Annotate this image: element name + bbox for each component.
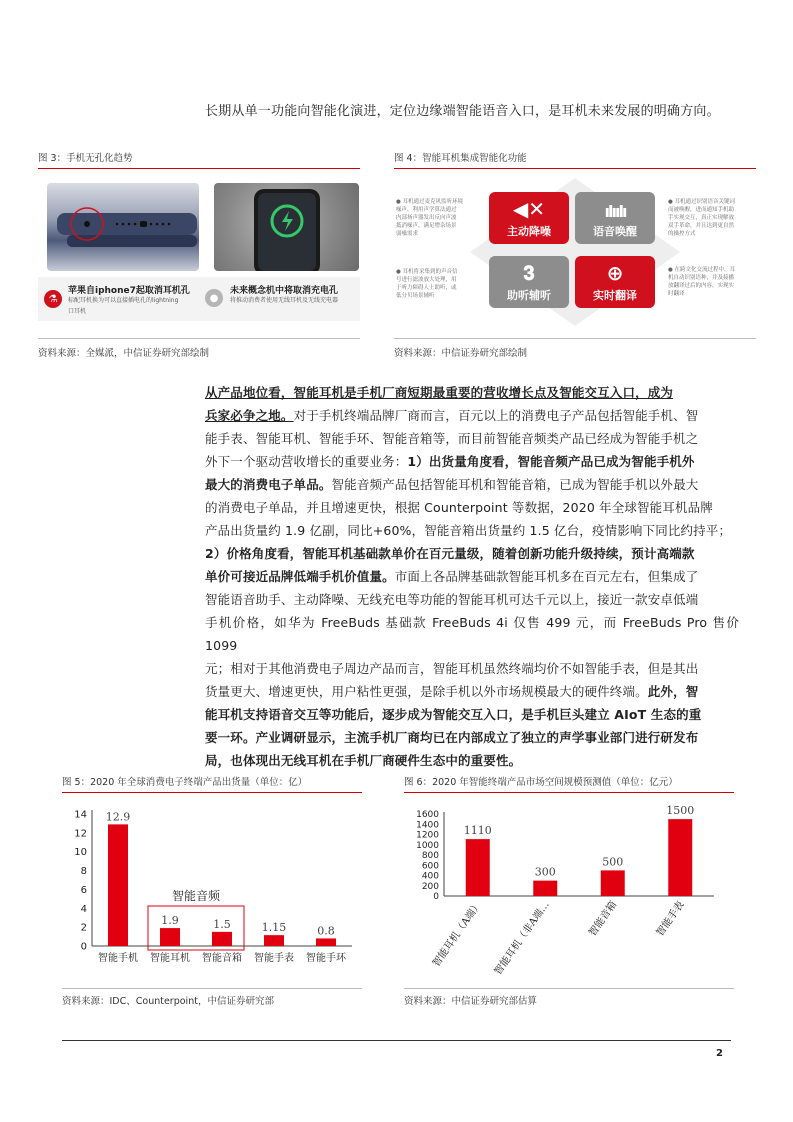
note-line: ● 耳机通过识别语音关键词 (668, 199, 736, 205)
para-line: 的消费电子单品，并且增速更快，根据 Counterpoint 等数据，2020 年全球智能耳机品牌 (205, 500, 713, 515)
fig3-bottom-rule (38, 338, 360, 339)
body-paragraph (205, 381, 739, 772)
note-line: 低分贝场景辅听 (396, 293, 435, 299)
mute-speaker-icon: ◀✕ (512, 197, 546, 221)
data-label: 300 (534, 865, 556, 879)
fig3-left-caption-body: 标配耳机换为可以直接插电孔的lightning (68, 297, 179, 304)
para-bold: 最大的消费电子单品。 (205, 477, 332, 492)
fig5-bar-chart (62, 796, 362, 980)
page-number: 2 (716, 1048, 723, 1059)
y-tick-label: 600 (421, 861, 439, 872)
note-translate (668, 266, 750, 298)
footer-rule (62, 1040, 731, 1041)
para-text: 智能音频产品包括智能耳机和智能音箱，已成为智能手机以外最大 (331, 477, 699, 492)
para-line (205, 680, 739, 703)
fig3-top-rule (38, 168, 360, 169)
para-line (205, 565, 739, 588)
data-label: 500 (602, 855, 624, 869)
note-line: 抵消噪声，满足增杂场景 (396, 223, 457, 229)
fig4-top-rule (394, 168, 756, 169)
tile-voice-wakeup (575, 192, 655, 244)
para-text: 市面上各品牌基础款智能耳机多在百元左右，但集成了 (394, 569, 699, 584)
ear-icon: 𝟑 (523, 261, 535, 285)
note-line: ● 耳机将采集到的声音信 (396, 269, 458, 275)
y-tick-label: 1400 (416, 820, 439, 831)
note-line: 手实现交互，真正实现解放 (668, 215, 735, 221)
bar-2 (160, 928, 180, 946)
para-line: 产品出货量约 1.9 亿副，同比+60%，智能音箱出货量约 1.5 亿台，疫情影响下同比约持平； (205, 523, 732, 538)
note-line: 号进行滤波放大处理，用 (396, 277, 457, 283)
fig4-bottom-rule (394, 338, 756, 339)
fig3-left-caption-head: 苹果自iphone7起取消耳机孔 (68, 286, 190, 296)
para-bold: 兵家必争之地。 (205, 408, 294, 423)
fig5-title: 图 5：2020 年全球消费电子终端产品出货量（单位：亿） (62, 777, 308, 788)
x-tick-label: 智能手表 (254, 953, 294, 964)
y-tick-label: 12 (74, 828, 87, 840)
tile-label-translate: 实时翻译 (593, 289, 637, 302)
tile-active-noise-cancelling (489, 192, 569, 244)
note-line: 时翻译 (668, 291, 685, 297)
note-wakeup (668, 198, 750, 238)
data-label: 1.15 (261, 921, 287, 935)
y-tick-label: 1000 (416, 840, 439, 851)
x-tick-label: 智能音箱 (202, 953, 242, 964)
x-tick-label: 智能耳机（A端） (430, 899, 485, 969)
para-line (205, 381, 739, 404)
y-tick-label: 0 (433, 892, 439, 902)
bar-5 (316, 938, 336, 946)
fig4-title: 图 4：智能耳机集成智能化功能 (394, 153, 527, 164)
bar-3 (212, 932, 232, 946)
wireless-charger-photo (214, 183, 359, 271)
tile-realtime-translation (575, 256, 655, 308)
para-line: 局，也体现出无线耳机在手机厂商硬件生态中的重要性。 (205, 753, 522, 768)
para-line: 智能语音助手、主动降噪、无线充电等功能的智能耳机可达千元以上，接近一款安卓低端 (205, 592, 699, 607)
data-label: 1110 (463, 824, 492, 838)
y-tick-label: 1600 (416, 810, 439, 820)
soundwave-icon: ılıılı (604, 202, 626, 221)
fig5-bottom-rule (62, 988, 362, 989)
bar-1 (466, 839, 490, 896)
bar-3 (601, 870, 625, 896)
para-line: 2）价格角度看，智能耳机基础款单价在百元量级，随着创新功能升级持续，预计高端款 (205, 546, 695, 561)
fig6-top-rule (404, 792, 734, 793)
para-text: 外下一个驱动营收增长的重要业务： (205, 454, 408, 469)
note-anc (396, 198, 478, 238)
note-line: 噪声，利用声学算法通过 (396, 207, 457, 213)
bar-4 (668, 819, 692, 896)
note-line: 弱噪需求 (396, 231, 419, 237)
para-line (205, 404, 739, 427)
y-tick-label: 1200 (416, 830, 439, 841)
para-line (205, 473, 739, 496)
para-line: 能耳机支持语音交互等功能后，逐步成为智能交互入口，是手机巨头建立 AIoT 生态的重 (205, 707, 702, 722)
y-tick-label: 14 (74, 809, 87, 821)
para-line: 手机价格，如华为 FreeBuds 基础款 FreeBuds 4i 仅售 499 元，而 FreeBuds Pro 售价 1099 (205, 615, 739, 653)
tile-label-wakeup: 语音唤醒 (593, 225, 637, 238)
fig6-bar-chart (404, 796, 734, 984)
x-tick-label: 智能耳机 (150, 953, 190, 964)
note-line: 双手革命，并且达到更自然 (668, 223, 735, 229)
flask-icon: ⚗ (44, 290, 62, 308)
earphone-jack-photo (47, 183, 199, 271)
intro-text: 长期从单一功能向智能化演进，定位边缘端智能语音入口，是耳机未来发展的明确方向。 (205, 104, 720, 119)
fig6-bottom-rule (404, 988, 734, 989)
note-hearing (396, 268, 478, 300)
para-bold: 单价可接近品牌低端手机价值量。 (205, 569, 395, 584)
fig3-right-caption-body: 将推动消费者使用无线耳机及无线充电器 (230, 297, 339, 304)
para-bold: 从产品地位看，智能耳机是手机厂商短期最重要的营收增长点及智能交互入口，成为 (205, 385, 674, 400)
data-label: 1500 (666, 804, 695, 818)
fig5-source: 资料来源：IDC、Counterpoint，中信证券研究部 (62, 996, 274, 1007)
y-tick-label: 8 (80, 866, 87, 878)
para-line: 要一环。产业调研显示，主流手机厂商均已在内部成立了独立的声学事业部门进行研发布 (205, 730, 699, 745)
data-label: 1.9 (161, 914, 179, 928)
fig6-source: 资料来源：中信证券研究部估算 (404, 996, 538, 1007)
bar-1 (108, 824, 128, 946)
y-tick-label: 800 (421, 851, 439, 861)
note-line: 机自动识别语种，并及接播 (668, 275, 735, 281)
y-tick-label: 10 (74, 847, 87, 859)
tile-label-anc: 主动降噪 (507, 225, 551, 238)
data-label: 0.8 (317, 924, 335, 938)
fig3-title: 图 3：手机无孔化趋势 (38, 153, 133, 164)
fig4-source: 资料来源：中信证券研究部绘制 (394, 348, 528, 359)
note-line: 于听力障碍人士助听，或 (396, 285, 457, 291)
tile-hearing-aid (489, 256, 569, 308)
para-bold: 此外，智 (647, 684, 699, 699)
y-tick-label: 2 (80, 922, 87, 934)
fig6-title: 图 6：2020 年智能终端产品市场空间规模预测值（单位：亿元） (404, 777, 678, 788)
tile-label-hearing: 助听辅听 (507, 289, 551, 302)
fig3-right-caption-head: 未来概念机中将取消充电孔 (230, 286, 339, 296)
x-tick-label: 智能手表 (654, 899, 687, 939)
note-line: 的操控方式 (668, 231, 696, 237)
para-line: 能手表、智能耳机、智能手环、智能音箱等，而目前智能音频类产品已经成为智能手机之 (205, 431, 699, 446)
x-tick-label: 智能音箱 (587, 899, 620, 939)
y-tick-label: 400 (421, 871, 439, 882)
fig3-left-caption-body-2: 口耳机 (68, 308, 87, 315)
bar-4 (264, 935, 284, 946)
note-line: 而被唤醒，进而通知手机助 (668, 207, 735, 213)
data-label: 12.9 (105, 810, 131, 824)
data-label: 1.5 (213, 917, 231, 931)
bar-2 (533, 881, 557, 896)
fig5-top-rule (62, 792, 362, 793)
charging-phone-illustration (214, 183, 359, 271)
para-bold: 1）出货量角度看，智能音频产品已成为智能手机外 (407, 454, 695, 469)
y-tick-label: 200 (421, 881, 439, 892)
note-line: ● 在跨文化交流过程中，耳 (668, 267, 736, 273)
phone-bottom-illustration (47, 183, 199, 271)
para-text: 货量更大、增速更快，用户粘性更强，是除手机以外市场规模最大的硬件终端。 (205, 684, 648, 699)
user-icon: ● (205, 289, 223, 307)
highlight-label: 智能音频 (171, 889, 221, 903)
y-tick-label: 0 (80, 941, 87, 953)
x-tick-label: 智能耳机（非A端… (492, 899, 552, 978)
y-tick-label: 6 (80, 884, 87, 896)
x-tick-label: 智能手机 (98, 953, 138, 964)
fig3-source: 资料来源：全媒派，中信证券研究部绘制 (38, 348, 210, 359)
y-tick-label: 4 (80, 903, 87, 915)
para-line: 元；相对于其他消费电子周边产品而言，智能耳机虽然终端均价不如智能手表，但是其出 (205, 661, 699, 676)
note-line: 内部扬声器发出反向声波 (396, 215, 457, 221)
para-text: 对于手机终端品牌厂商而言，百元以上的消费电子产品包括智能手机、智 (293, 408, 699, 423)
note-line: 放翻译过后的内容，实现实 (668, 283, 735, 289)
note-line: ● 耳机通过麦克风监听环境 (396, 199, 464, 205)
x-tick-label: 智能手环 (306, 953, 346, 964)
globe-icon: ⊕ (606, 261, 624, 285)
para-line (205, 450, 739, 473)
